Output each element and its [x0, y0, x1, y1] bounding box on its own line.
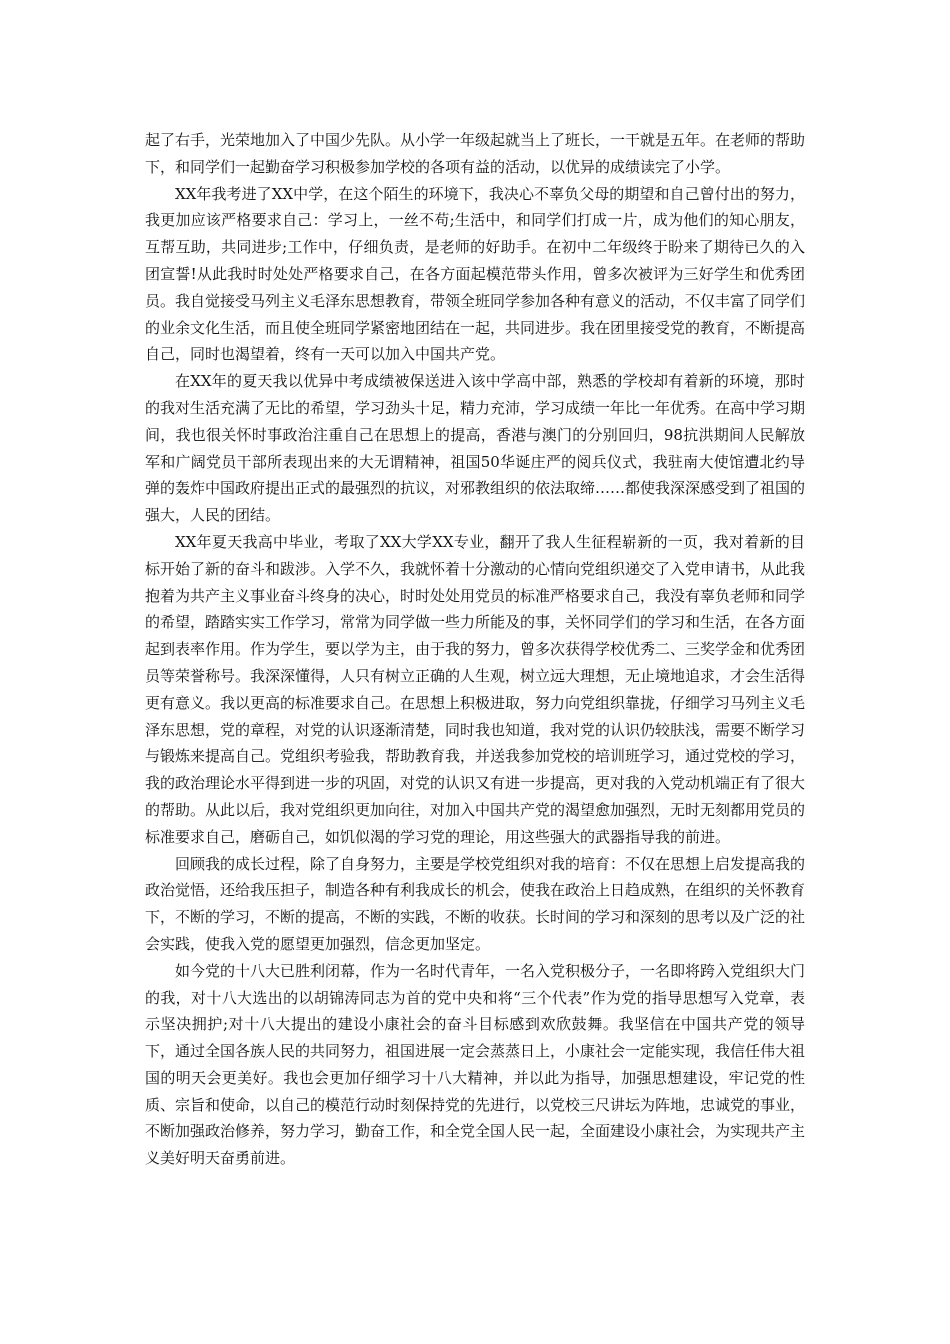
- document-body: [145, 127, 805, 1172]
- paragraph: XX年我考进了XX中学，在这个陌生的环境下，我决心不辜负父母的期望和自己曾付出的努力，我更加应该严格要求自己：学习上，一丝不苟;生活中，和同学们打成一片，成为他们的知心朋友，互帮互助，共同进步;工作中，仔细负责，是老师的好助手。在初中二年级终于盼来了期待已久的入团宣誓!从此我时时处处严格要求自己，在各方面起模范带头作用，曾多次被评为三好学生和优秀团员。我自觉接受马列主义毛泽东思想教育，带领全班同学参加各种有意义的活动，不仅丰富了同学们的业余文化生活，而且使全班同学紧密地团结在一起，共同进步。我在团里接受党的教育，不断提高自己，同时也渴望着，终有一天可以加入中国共产党。: [145, 184, 806, 364]
- paragraph: 起了右手，光荣地加入了中国少先队。从小学一年级起就当上了班长，一干就是五年。在老师的帮助下，和同学们一起勤奋学习积极参加学校的各项有益的活动，以优异的成绩读完了小学。: [145, 131, 806, 176]
- paragraph: 回顾我的成长过程，除了自身努力，主要是学校党组织对我的培育：不仅在思想上启发提高我的政治觉悟，还给我压担子，制造各种有利我成长的机会，使我在政治上日趋成熟，在组织的关怀教育下，不断的学习，不断的提高，不断的实践，不断的收获。长时间的学习和深刻的思考以及广泛的社会实践，使我入党的愿望更加强烈，信念更加坚定。: [145, 854, 806, 953]
- paragraph: XX年夏天我高中毕业，考取了XX大学XX专业，翻开了我人生征程崭新的一页，我对着新的目标开始了新的奋斗和跋涉。入学不久，我就怀着十分激动的心情向党组织递交了入党申请书，从此我抱着为共产主义事业奋斗终身的决心，时时处处用党员的标准严格要求自己，我没有辜负老师和同学的希望，踏踏实实工作学习，常常为同学做一些力所能及的事，关怀同学们的学习和生活，在各方面起到表率作用。作为学生，要以学为主，由于我的努力，曾多次获得学校优秀二、三奖学金和优秀团员等荣誉称号。我深深懂得，人只有树立正确的人生观，树立远大理想，无止境地追求，才会生活得更有意义。我以更高的标准要求自己。在思想上积极进取，努力向党组织靠拢，仔细学习马列主义毛泽东思想，党的章程，对党的认识逐渐清楚，同时我也知道，我对党的认识仍较肤浅，需要不断学习与锻炼来提高自己。党组织考验我，帮助教育我，并送我参加党校的培训班学习，通过党校的学习，我的政治理论水平得到进一步的巩固，对党的认识又有进一步提高，更对我的入党动机端正有了很大的帮助。从此以后，我对党组织更加向往，对加入中国共产党的渴望愈加强烈，无时无刻都用党员的标准要求自己，磨砺自己，如饥似渴的学习党的理论，用这些强大的武器指导我的前进。: [145, 532, 806, 846]
- paragraph: 在XX年的夏天我以优异中考成绩被保送进入该中学高中部，熟悉的学校却有着新的环境，那时的我对生活充满了无比的希望，学习劲头十足，精力充沛，学习成绩一年比一年优秀。在高中学习期间，我也很关怀时事政治注重自己在思想上的提高，香港与澳门的分别回归，98抗洪期间人民解放军和广阔党员干部所表现出来的大无谓精神，祖国50华诞庄严的阅兵仪式，我驻南大使馆遭北约导弹的轰炸中国政府提出正式的最强烈的抗议，对邪教组织的依法取缔……都使我深深感受到了祖国的强大，人民的团结。: [145, 372, 806, 525]
- paragraph: 如今党的十八大已胜利闭幕，作为一名时代青年，一名入党积极分子，一名即将跨入党组织大门的我，对十八大选出的以胡锦涛同志为首的党中央和将“三个代表”作为党的指导思想写入党章，表示坚决拥护;对十八大提出的建设小康社会的奋斗目标感到欢欣鼓舞。我坚信在中国共产党的领导下，通过全国各族人民的共同努力，祖国进展一定会蒸蒸日上，小康社会一定能实现，我信任伟大祖国的明天会更美好。我也会更加仔细学习十八大精神，并以此为指导，加强思想建设，牢记党的性质、宗旨和使命，以自己的模范行动时刻保持党的先进行，以党校三尺讲坛为阵地，忠诚党的事业，不断加强政治修养，努力学习，勤奋工作，和全党全国人民一起，全面建设小康社会，为实现共产主义美好明天奋勇前进。: [145, 961, 806, 1168]
